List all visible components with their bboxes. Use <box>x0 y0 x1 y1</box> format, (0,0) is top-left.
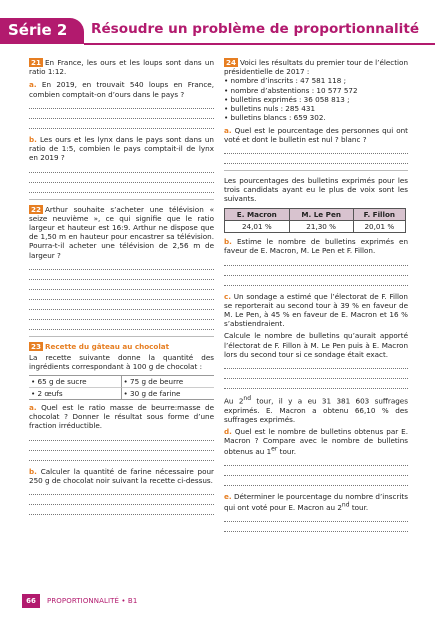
answer-line[interactable] <box>224 359 408 369</box>
list-item: • nombre d’abstentions : 10 577 572 <box>224 86 408 95</box>
question-text: Estime le nombre de bulletins exprimés en faveur de E. Macron, M. Le Pen et F. Fillon. <box>224 237 408 256</box>
serie-tab <box>0 18 84 44</box>
list-item: • bulletins blancs : 659 302. <box>224 113 408 122</box>
question-label: b. <box>29 466 37 476</box>
question-label: d. <box>224 427 232 437</box>
question-text: Un sondage a estimé que l’électorat de F. Fillon se reporterait au second tour à 39 % en faveur de M. Le Pen, à 45 % en faveur de E. Macron et 16 % s’abstiendraient. <box>224 291 408 329</box>
serie-label: Série 2 <box>8 21 68 39</box>
second-tour-info: Au 2nd tour, il y a eu 31 381 603 suffrages exprimés. E. Macron a obtenu 66,10 % des suffrages exprimés. <box>224 395 408 424</box>
question-label: b. <box>224 237 232 247</box>
answer-line[interactable] <box>29 99 214 109</box>
list-item: • nombre d’inscrits : 47 581 118 ; <box>224 76 408 85</box>
answer-line[interactable] <box>224 379 408 389</box>
ingredient-item: • 30 g de farine <box>123 388 181 398</box>
answer-line[interactable] <box>224 256 408 266</box>
question-text: Quel est le nombre de bulletins obtenus par E. Macron ? Compare avec le nombre de bulletins obtenus au 1er tour. <box>224 427 408 456</box>
answer-line[interactable] <box>29 173 214 183</box>
answer-line[interactable] <box>224 476 408 486</box>
answer-line[interactable] <box>29 485 214 495</box>
exercise-number: 22 <box>31 204 42 214</box>
answer-line[interactable] <box>224 144 408 154</box>
divider <box>224 170 408 171</box>
question-label: a. <box>224 125 232 135</box>
table-header: E. Macron <box>225 208 290 220</box>
question-label: c. <box>224 291 231 301</box>
question-label: a. <box>29 402 37 412</box>
ingredient-item: • 2 œufs <box>29 388 122 399</box>
answer-line[interactable] <box>29 270 214 280</box>
table-header: F. Fillon <box>353 208 405 220</box>
exercise-24 <box>224 58 408 532</box>
question-label: b. <box>29 134 37 144</box>
left-column <box>29 58 214 515</box>
answer-line[interactable] <box>224 369 408 379</box>
exercise-23 <box>29 342 214 515</box>
ingredient-item: • 75 g de beurre <box>122 376 215 388</box>
results-list <box>224 76 408 122</box>
answer-line[interactable] <box>29 290 214 300</box>
answer-line[interactable] <box>29 451 214 461</box>
answer-line[interactable] <box>29 320 214 330</box>
page-header <box>0 0 435 46</box>
exercise-21 <box>29 58 214 193</box>
answer-line[interactable] <box>224 466 408 476</box>
list-item: • bulletins exprimés : 36 058 813 ; <box>224 95 408 104</box>
ingredient-list <box>29 375 214 400</box>
question-text: Quel est le pourcentage des personnes qui ont voté et dont le bulletin est nul ? blanc ? <box>224 125 408 144</box>
table-cell: 21,30 % <box>289 220 353 232</box>
answer-line[interactable] <box>29 260 214 270</box>
answer-line[interactable] <box>224 154 408 164</box>
exercise-intro: Voici les résultats du premier tour de l’élection présidentielle de 2017 : <box>224 58 409 77</box>
answer-line[interactable] <box>29 310 214 320</box>
header-rule <box>84 43 435 45</box>
exercise-number: 24 <box>226 58 237 67</box>
ingredient-item: • 65 g de sucre <box>29 376 122 388</box>
answer-line[interactable] <box>29 280 214 290</box>
question-text: Les ours et les lynx dans le pays sont dans un ratio de 1:5, combien le pays comptait-il de lynx en 2019 ? <box>29 134 214 163</box>
answer-line[interactable] <box>29 441 214 451</box>
question-text: Calculer la quantité de farine nécessaire pour 250 g de chocolat noir suivant la recette ci-dessus. <box>29 466 214 485</box>
answer-line[interactable] <box>29 109 214 119</box>
question-label: a. <box>29 80 37 90</box>
answer-line[interactable] <box>29 300 214 310</box>
results-table <box>224 208 406 233</box>
answer-line[interactable] <box>224 522 408 532</box>
footer-text: PROPORTIONNALITÉ • B1 <box>47 597 138 605</box>
question-text: En 2019, en trouvait 540 loups en France, combien comptait-on d’ours dans le pays ? <box>29 80 214 99</box>
answer-line[interactable] <box>224 266 408 276</box>
exercise-intro: La recette suivante donne la quantité des ingrédients correspondant à 100 g de chocolat : <box>29 353 214 372</box>
answer-line[interactable] <box>29 431 214 441</box>
answer-line[interactable] <box>29 163 214 173</box>
answer-line[interactable] <box>224 456 408 466</box>
list-item: • bulletins nuls : 285 431 <box>224 104 408 113</box>
question-text: Quel est le ratio masse de beurre:masse de chocolat ? Donner le résultat sous forme d’une fraction irréductible. <box>29 402 214 431</box>
exercise-title: Recette du gâteau au chocolat <box>45 341 170 351</box>
page-footer <box>0 594 435 614</box>
exercise-number: 23 <box>31 341 42 351</box>
right-column <box>224 58 408 532</box>
question-text: Calcule le nombre de bulletins qu’aurait apporté l’électorat de F. Fillon à M. Le Pen puis à E. Macron lors du second tour si ce sondage était exact. <box>224 331 408 359</box>
answer-line[interactable] <box>224 276 408 286</box>
table-header: M. Le Pen <box>289 208 353 220</box>
answer-line[interactable] <box>224 512 408 522</box>
answer-line[interactable] <box>29 495 214 505</box>
table-intro: Les pourcentages des bulletins exprimés pour les trois candidats ayant eu le plus de voix sont les suivants. <box>224 175 408 204</box>
answer-line[interactable] <box>29 183 214 193</box>
exercise-intro: En France, les ours et les loups sont dans un ratio 1:12. <box>29 58 214 77</box>
table-cell: 20,01 % <box>353 220 405 232</box>
table-cell: 24,01 % <box>225 220 290 232</box>
page-number: 66 <box>22 594 40 608</box>
question-text: Déterminer le pourcentage du nombre d’inscrits qui ont voté pour E. Macron au 2nd tour. <box>224 492 408 512</box>
question-label: e. <box>224 492 232 502</box>
exercise-number: 21 <box>31 58 42 67</box>
divider <box>29 199 214 200</box>
exercise-22 <box>29 205 214 330</box>
answer-line[interactable] <box>29 505 214 515</box>
answer-line[interactable] <box>29 119 214 129</box>
page-title: Résoudre un problème de proportionnalité <box>91 21 420 37</box>
divider <box>29 336 214 337</box>
exercise-text: Arthur souhaite s’acheter une télévision « seize neuvième », ce qui signifie que le ratio largeur et hauteur est 16:9. Arthur ne dispose que de 1,50 m en hauteur pour encastrer sa télévision. Pourra-t-il acheter une télévision de 2,56 m de largeur ? <box>29 204 214 260</box>
